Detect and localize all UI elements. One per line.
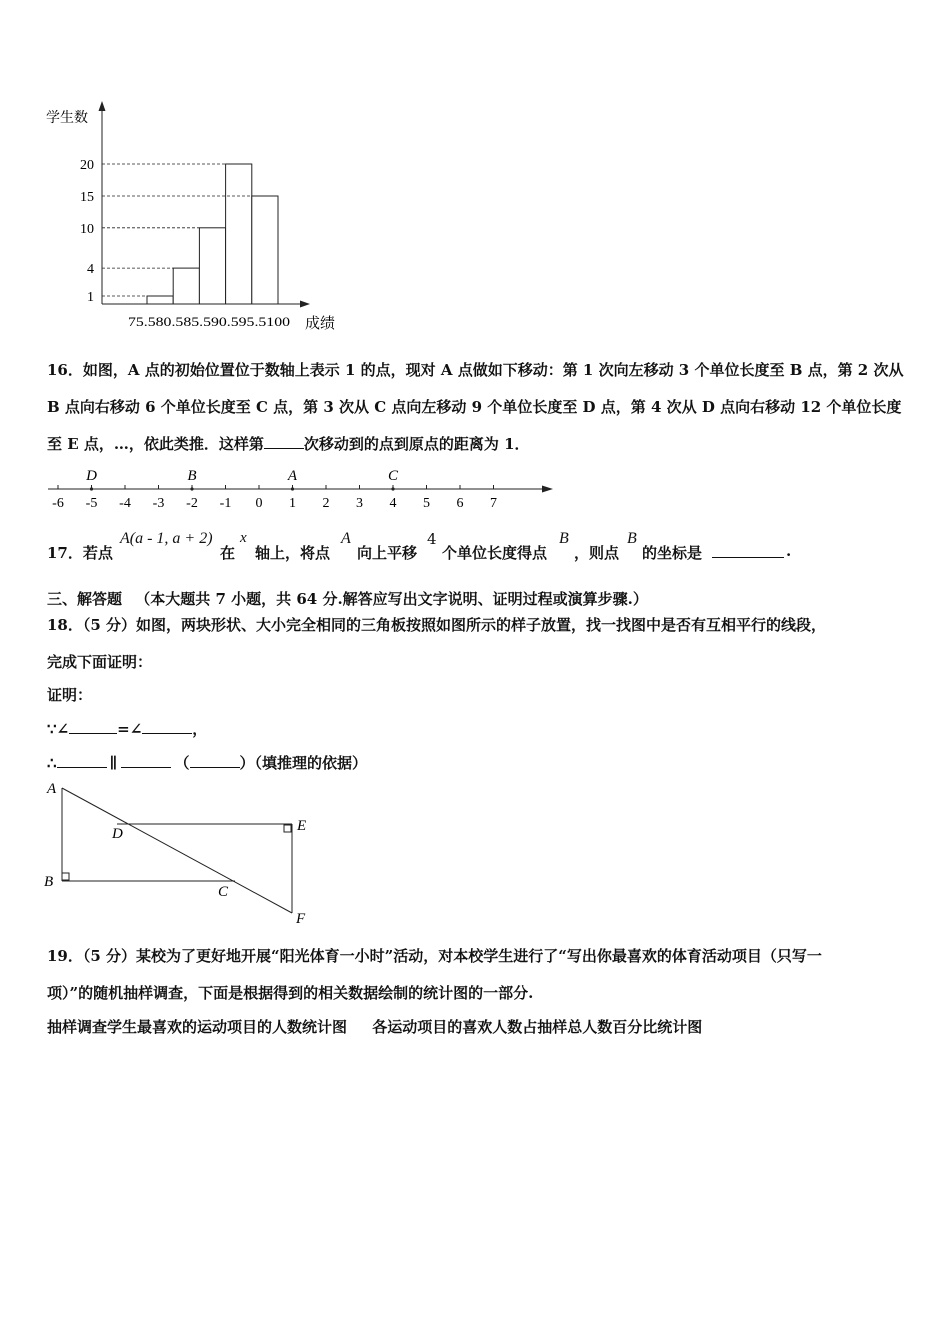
histogram-x-arrow (300, 301, 310, 308)
q18-lparen: （ (174, 754, 190, 772)
equals-angle: =∠ (117, 720, 143, 738)
right-angle-mark-b (62, 873, 69, 880)
q17-mid4: 个单位长度得点 (442, 544, 548, 562)
q19-caption-right: 各运动项目的喜欢人数占抽样总人数百分比统计图 (372, 1018, 703, 1036)
therefore-symbol: ∴ (47, 754, 57, 772)
q17-mid3: 向上平移 (357, 544, 418, 562)
q18-line-1: 18．（5 分）如图，两块形状、大小完全相同的三角板按照如图所示的样子放置，找一找图中是否有互相平行的线段， (47, 616, 827, 634)
q18-proof-label: 证明： (47, 686, 93, 704)
number-line-point-label: D (86, 468, 97, 484)
q17-var-a: A (341, 530, 351, 547)
number-line-tick-label: -6 (52, 496, 64, 511)
because-symbol: ∵ (47, 720, 57, 738)
q18-reason-blank[interactable] (190, 753, 240, 768)
histogram-y-tick-label: 20 (80, 158, 94, 173)
number-line-tick-label: -5 (85, 496, 98, 511)
number-line-tick-label: -3 (152, 496, 165, 511)
label-a: A (47, 781, 57, 797)
number-line-tick-label: 7 (490, 496, 497, 511)
q18-hint: （填推理的依据） (254, 754, 368, 772)
question-16 (47, 352, 909, 463)
q18-comma: ， (192, 720, 208, 738)
q19-captions (47, 1016, 702, 1037)
number-line-tick-label: 4 (389, 496, 397, 511)
q17-var-b2: B (627, 530, 637, 547)
q18-segment-blank-1[interactable] (57, 753, 107, 768)
histogram-marks (80, 101, 310, 329)
q17-prefix: 17．若点 (47, 544, 113, 562)
number-line-tick-label: 0 (255, 496, 263, 511)
histogram-bar (226, 164, 252, 304)
angle-symbol: ∠ (56, 720, 70, 738)
histogram-bar (173, 268, 199, 304)
q17-end: . (786, 542, 792, 560)
section-3-title: 三、解答题 (47, 590, 123, 608)
number-line-point (190, 487, 193, 490)
q17-suffix: 的坐标是 (642, 544, 703, 562)
q18-angle-blank-1[interactable] (69, 719, 117, 734)
number-line-tick-label: -1 (219, 496, 232, 511)
histogram-y-tick-label: 15 (80, 190, 94, 205)
label-c: C (218, 884, 229, 900)
label-d: D (112, 826, 123, 842)
section-3-note: （本大题共 7 小题，共 64 分.解答应写出文字说明、证明过程或演算步骤.） (135, 590, 648, 608)
q19-line-1: 19．（5 分）某校为了更好地开展“阳光体育一小时”活动，对本校学生进行了“写出你最喜欢的体育活动项目（只写一 (47, 947, 822, 965)
q19-caption-left: 抽样调查学生最喜欢的运动项目的人数统计图 (47, 1018, 348, 1036)
number-line-point (291, 487, 294, 490)
segment-af (62, 788, 292, 913)
number-line-tick-label: -4 (119, 496, 131, 511)
score-histogram (40, 95, 350, 340)
histogram-x-label: 成绩 (305, 314, 336, 332)
q17-var-x: x (240, 530, 247, 546)
label-f: F (296, 911, 306, 927)
number-line-point-label: B (187, 468, 197, 484)
q19-line-2: 项）”的随机抽样调查，下面是根据得到的相关数据绘制的统计图的一部分. (47, 984, 534, 1002)
q18-segment-blank-2[interactable] (121, 753, 171, 768)
number-line-point (391, 487, 394, 490)
q18-angle-blank-2[interactable] (142, 719, 192, 734)
q18-line-2: 完成下面证明： (47, 653, 153, 671)
parallel-symbol: ∥ (109, 754, 118, 772)
number-line-tick-label: 3 (356, 496, 363, 511)
number-line-point-label: C (387, 468, 399, 484)
q17-answer-blank[interactable] (712, 543, 784, 558)
number-line-arrow (542, 486, 553, 493)
histogram-bar (252, 196, 278, 304)
q17-var-b: B (559, 530, 569, 547)
section-3-header (47, 588, 648, 609)
histogram-y-tick-label: 1 (87, 290, 94, 305)
triangle-figure (40, 775, 330, 930)
q17-mid1: 在 (220, 544, 236, 562)
q16-text: 16．如图，A 点的初始位置位于数轴上表示 1 的点，现对 A 点做如下移动：第 1 次向左移动 3 个单位长度至 B 点，第 2 次从 B 点向右移动 6 个单位长度至 C 点，第 3 次从 C 点向左移动 9 个单位长度至 D 点，第 4 次从 D 点向右移动 12 个单位长度至 E 点，…，依此类推．这样第 (47, 361, 904, 453)
number-line-tick-label: -2 (186, 496, 198, 511)
histogram-bar (199, 228, 225, 304)
q16-answer-blank[interactable] (264, 434, 304, 449)
number-line-tick-label: 2 (322, 496, 330, 511)
q18-because-line (47, 718, 207, 739)
label-e: E (297, 818, 307, 834)
q17-mid2: 轴上，将点 (255, 544, 331, 562)
number-line (40, 462, 560, 518)
q17-point-expr: A(a - 1, a + 2) (120, 530, 213, 547)
right-angle-mark-e (284, 825, 291, 832)
q16-text-after: 次移动到的点到原点的距离为 1． (303, 435, 530, 453)
q17-mid5: ，则点 (574, 544, 620, 562)
label-b: B (44, 874, 54, 890)
histogram-y-tick-label: 4 (87, 262, 94, 278)
histogram-y-tick-label: 10 (80, 221, 94, 237)
histogram-x-tick-labels: 75.580.585.590.595.5100 (128, 314, 290, 329)
number-line-tick-label: 6 (456, 496, 464, 511)
q17-num-4: 4 (427, 530, 437, 548)
histogram-bar (147, 296, 173, 304)
number-line-tick-label: 1 (289, 496, 296, 511)
q18-rparen: ） (239, 754, 255, 772)
histogram-y-arrow (99, 101, 106, 111)
number-line-point-label: A (287, 468, 298, 484)
histogram-y-label: 学生数 (46, 110, 88, 126)
number-line-point (90, 487, 93, 490)
number-line-tick-label: 5 (423, 496, 430, 511)
q18-therefore-line (47, 752, 367, 773)
